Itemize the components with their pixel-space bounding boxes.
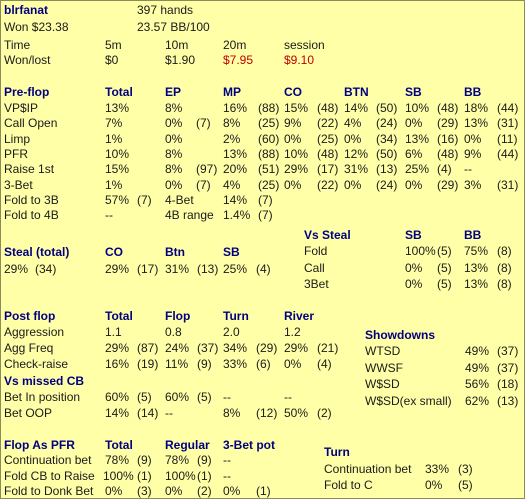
preflop-row-cell: 15% [105,162,130,177]
preflop-row-cell: (34) [376,131,398,146]
preflop-row-cell: 20% [223,162,248,177]
vs-steal-row-cell: 0% [405,277,423,291]
showdown-value: 62% [465,393,490,408]
steal-total-column-header: CO [105,245,123,259]
preflop-row-cell: 18% [464,101,489,115]
postflop-column-header: Total [105,309,133,323]
won-amount: Won $23.38 [4,20,69,34]
preflop-row-cell: (31) [497,116,519,131]
preflop-row-cell: (25) [258,177,280,192]
preflop-row-cell: (11) [497,131,518,146]
steal-total-cell: (4) [256,262,271,276]
showdown-count: (37) [497,360,519,375]
preflop-row-cell: 13% [223,146,248,161]
showdown-value: 49% [465,344,490,358]
preflop-row-cell: (97) [196,162,218,177]
preflop-row-cell: (51) [258,162,280,177]
steal-total-cell: 29% [105,262,130,276]
preflop-row-cell: 1.4% [223,208,251,223]
turn-count: (5) [458,478,473,492]
postflop-row-cell: 1.1 [105,325,122,339]
missed-cb-row-label: Bet OOP [4,406,53,420]
postflop-row-cell: (87) [137,341,159,355]
showdown-value: 49% [465,360,490,375]
preflop-row-cell: 2% [223,131,241,146]
preflop-row-cell: (22) [317,177,339,192]
missed-cb-row-cell: -- [165,406,173,420]
preflop-row-cell: (60) [258,131,280,146]
preflop-row-label: 3-Bet [4,177,33,192]
preflop-row-label: Raise 1st [4,162,55,177]
vs-steal-row-cell: (8) [497,260,512,275]
preflop-row-cell: (48) [437,146,459,161]
postflop-row-cell: (6) [256,357,271,371]
preflop-row-cell: (88) [258,101,280,115]
preflop-row-cell: 13% [464,116,489,131]
preflop-row-cell: 9% [284,116,302,131]
preflop-row-cell: 0% [165,177,183,192]
preflop-row-cell: (31) [497,177,519,192]
turn-row-label: Fold to C [324,478,373,492]
preflop-row-cell: 1% [105,131,123,146]
flop-pfr-row-cell: (1) [197,468,212,483]
postflop-row-cell: 33% [223,357,248,371]
preflop-row-cell: 8% [165,162,183,177]
vs-steal-column-header: BB [464,228,482,242]
preflop-row-cell: (7) [196,116,211,131]
turn-value: 0% [425,478,443,492]
preflop-row-cell: (7) [137,192,152,207]
turn-value: 33% [425,462,450,476]
flop-pfr-row-cell: -- [223,468,231,483]
preflop-row-cell: (24) [376,116,398,131]
preflop-section-title: Pre-flop [4,85,50,99]
preflop-row-cell: (48) [317,101,339,115]
showdown-label: W$SD(ex small) [365,393,452,408]
preflop-row-cell: 14% [344,101,369,115]
flop-pfr-row-cell: 100% [165,468,196,483]
vs-steal-row-cell: (8) [497,244,512,258]
vs-steal-row-label: Fold [304,244,328,258]
vs-steal-title: Vs Steal [304,228,351,242]
preflop-row-cell: (7) [258,192,273,207]
bb-per-100: 23.57 BB/100 [137,20,210,34]
postflop-row-cell: 29% [284,341,309,355]
preflop-row-cell: -- [464,162,472,177]
preflop-row-cell: 4-Bet [165,192,194,207]
time-column-header: 10m [165,38,189,52]
vs-steal-row-cell: 13% [464,277,489,291]
turn-count: (3) [458,462,473,476]
vs-steal-row-cell: (5) [437,260,452,275]
flop-pfr-title: Flop As PFR [4,438,75,452]
preflop-row-cell: 6% [405,146,423,161]
missed-cb-row-cell: 8% [223,406,241,420]
steal-total-cell: 29% [4,262,29,276]
preflop-row-cell: (48) [317,146,339,161]
vs-steal-row-cell: 13% [464,260,489,275]
preflop-row-cell: 0% [284,177,302,192]
flop-pfr-row-cell: 100% [103,468,134,483]
postflop-row-cell: 11% [165,357,189,371]
steal-total-cell: (17) [137,262,159,276]
hands-count: 397 hands [137,3,194,17]
preflop-column-header: MP [223,85,241,99]
flop-pfr-row-cell: (3) [137,484,152,498]
showdown-value: 56% [465,377,490,391]
preflop-row-cell: (17) [317,162,339,177]
preflop-row-cell: (13) [376,162,398,177]
preflop-column-header: Total [105,85,133,99]
preflop-column-header: CO [284,85,302,99]
flop-pfr-column-header: Total [105,438,133,452]
preflop-row-cell: (25) [317,131,339,146]
flop-pfr-column-header: 3-Bet pot [223,438,275,452]
flop-pfr-row-cell: (9) [137,453,152,467]
postflop-row-cell: 16% [105,357,130,371]
flop-pfr-row-cell: -- [223,453,231,467]
preflop-row-cell: 14% [223,192,248,207]
showdown-label: WWSF [365,360,403,375]
vs-steal-row-cell: 75% [464,244,489,258]
vs-steal-row-cell: 100% [405,244,436,258]
turn-row-label: Continuation bet [324,462,412,476]
preflop-row-cell: (22) [317,116,339,131]
steal-total-cell: (13) [197,262,219,276]
postflop-row-cell: (37) [197,341,219,355]
preflop-row-cell: 9% [464,146,482,161]
preflop-row-cell: 0% [344,177,362,192]
preflop-column-header: BTN [344,85,369,99]
flop-pfr-row-label: Fold CB to Raise [4,468,95,483]
steal-total-cell: 25% [223,262,248,276]
postflop-row-cell: (19) [137,357,159,371]
vs-steal-column-header: SB [405,228,422,242]
postflop-section-title: Post flop [4,309,56,323]
postflop-column-header: Turn [223,309,249,323]
preflop-row-label: PFR [4,146,28,161]
flop-pfr-row-cell: 0% [105,484,123,498]
preflop-row-cell: (44) [497,146,519,161]
preflop-row-cell: 10% [405,101,430,115]
postflop-row-cell: 2.0 [223,325,240,339]
preflop-row-cell: 0% [165,116,183,131]
preflop-column-header: EP [165,85,182,99]
missed-cb-row-cell: 50% [284,406,309,420]
preflop-row-cell: 8% [165,146,183,161]
preflop-row-cell: 0% [344,131,362,146]
missed-cb-row-cell: -- [284,390,292,404]
won-lost-value: $9.10 [284,53,315,67]
preflop-row-cell: 8% [165,101,183,115]
preflop-row-cell: 1% [105,177,123,192]
preflop-column-header: SB [405,85,422,99]
turn-title: Turn [324,445,350,459]
flop-pfr-row-cell: (1) [256,484,271,498]
preflop-row-cell: 15% [284,101,309,115]
flop-pfr-row-cell: 0% [223,484,241,498]
flop-pfr-row-cell: 0% [165,484,183,498]
postflop-row-cell: 1.2 [284,325,301,339]
flop-pfr-row-label: Continuation bet [4,453,92,467]
steal-total-cell: 31% [165,262,190,276]
preflop-row-label: Call Open [4,116,58,131]
postflop-column-header: Flop [165,309,191,323]
preflop-column-header: BB [464,85,482,99]
preflop-row-cell: 57% [105,192,130,207]
missed-cb-row-cell: (12) [256,406,278,420]
preflop-row-cell: 7% [105,116,123,131]
preflop-row-cell: 31% [344,162,369,177]
missed-cb-row-cell: (5) [197,390,212,404]
missed-cb-title: Vs missed CB [4,374,85,388]
flop-pfr-row-cell: 78% [105,453,130,467]
postflop-row-cell: 29% [105,341,130,355]
preflop-row-cell: 0% [405,116,423,131]
preflop-row-label: Fold to 4B [4,208,59,223]
preflop-row-cell: 25% [405,162,430,177]
preflop-row-cell: 10% [105,146,130,161]
preflop-row-cell: (29) [437,177,459,192]
steal-total-column-header: SB [223,245,240,259]
steal-total-column-header: Btn [165,245,185,259]
preflop-row-label: VP$IP [4,101,39,115]
postflop-row-label: Agg Freq [4,341,54,355]
showdown-count: (18) [497,377,519,391]
preflop-row-cell: (25) [258,116,280,131]
flop-pfr-column-header: Regular [165,438,210,452]
preflop-row-cell: 0% [165,131,183,146]
vs-steal-row-cell: (5) [437,244,452,258]
preflop-row-cell: 4% [223,177,241,192]
showdown-count: (13) [497,393,519,408]
missed-cb-row-cell: 60% [105,390,130,404]
missed-cb-row-cell: (2) [317,406,332,420]
postflop-row-cell: (29) [256,341,278,355]
postflop-row-cell: 0% [284,357,302,371]
preflop-row-cell: (44) [497,101,519,115]
vs-steal-row-cell: (8) [497,277,512,291]
showdown-label: W$SD [365,377,400,391]
postflop-row-cell: (9) [197,357,212,371]
preflop-row-cell: (48) [437,101,459,115]
missed-cb-row-cell: (5) [137,390,152,404]
steal-total-cell: (34) [35,262,57,276]
preflop-row-cell: 0% [464,131,482,146]
won-lost-value: $1.90 [165,53,196,67]
preflop-row-cell: 8% [223,116,241,131]
time-column-header: 20m [223,38,247,52]
preflop-row-cell: (24) [376,177,398,192]
missed-cb-row-cell: 14% [105,406,130,420]
postflop-row-cell: 24% [165,341,190,355]
showdowns-title: Showdowns [365,328,435,342]
preflop-row-cell: 12% [344,146,369,161]
preflop-row-cell: 10% [284,146,309,161]
preflop-row-cell: 3% [464,177,482,192]
time-label: Time [4,38,31,52]
flop-pfr-row-cell: (2) [197,484,212,498]
postflop-row-cell: 34% [223,341,248,355]
flop-pfr-row-cell: (9) [197,453,212,467]
preflop-row-cell: (7) [258,208,273,223]
preflop-row-cell: 0% [405,177,423,192]
preflop-row-label: Fold to 3B [4,192,59,207]
missed-cb-row-cell: (14) [137,406,159,420]
preflop-row-cell: (88) [258,146,280,161]
won-lost-label: Won/lost [4,53,51,67]
preflop-row-cell: 4B range [165,208,214,223]
missed-cb-row-cell: -- [223,390,231,404]
preflop-row-cell: -- [105,208,113,223]
preflop-row-cell: (50) [376,146,398,161]
won-lost-value: $0 [105,53,119,67]
time-column-header: 5m [105,38,122,52]
flop-pfr-row-label: Fold to Donk Bet [4,484,94,498]
preflop-row-cell: 13% [105,101,130,115]
preflop-row-cell: 0% [284,131,302,146]
showdown-label: WTSD [365,344,401,358]
postflop-column-header: River [284,309,315,323]
time-column-header: session [284,38,325,52]
preflop-row-cell: (16) [437,131,459,146]
vs-steal-row-cell: (5) [437,277,452,291]
postflop-row-cell: (21) [317,341,339,355]
preflop-row-cell: (4) [437,162,452,177]
vs-steal-row-label: 3Bet [304,277,329,291]
postflop-row-cell: (4) [317,357,332,371]
missed-cb-row-cell: 60% [165,390,190,404]
steal-total-title: Steal (total) [4,245,70,259]
won-lost-value: $7.95 [223,53,254,67]
preflop-row-cell: 4% [344,116,362,131]
preflop-row-cell: 16% [223,101,248,115]
preflop-row-label: Limp [4,131,31,146]
showdown-count: (37) [497,344,519,358]
preflop-row-cell: 29% [284,162,309,177]
preflop-row-cell: (50) [376,101,398,115]
flop-pfr-row-cell: 78% [165,453,190,467]
postflop-row-label: Aggression [4,325,65,339]
preflop-row-cell: 13% [405,131,430,146]
preflop-row-cell: (7) [196,177,211,192]
postflop-row-label: Check-raise [4,357,69,371]
preflop-row-cell: (29) [437,116,459,131]
postflop-row-cell: 0.8 [165,325,182,339]
player-name[interactable]: blrfanat [4,3,49,17]
flop-pfr-row-cell: (1) [137,468,152,483]
vs-steal-row-cell: 0% [405,260,423,275]
vs-steal-row-label: Call [304,260,325,275]
missed-cb-row-label: Bet In position [4,390,81,404]
